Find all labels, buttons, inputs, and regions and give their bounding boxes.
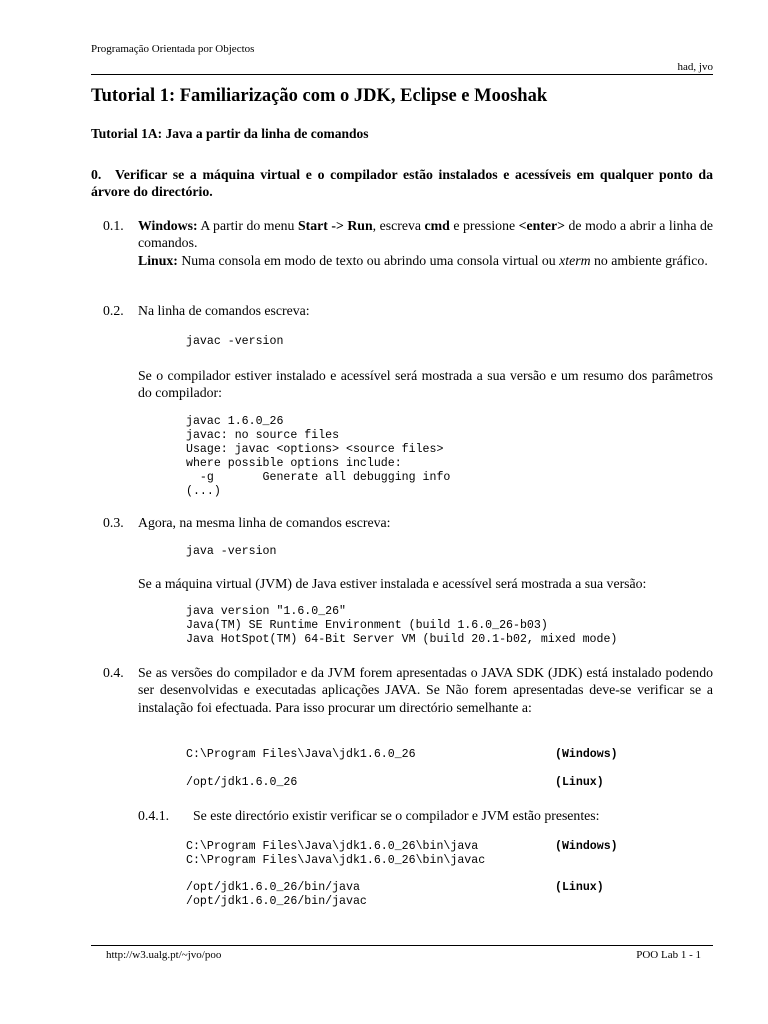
footer-url[interactable]: http://w3.ualg.pt/~jvo/poo [106,949,222,961]
s01-linux-label: Linux: [138,252,178,268]
s041-text: Se este directório existir verificar se o compilador e JVM estão presentes: [193,808,600,823]
s01-text-b: , escreva [372,218,425,233]
s041-linux-paths: /opt/jdk1.6.0_26/bin/java /opt/jdk1.6.0_26/bin/javac [186,881,367,908]
header-course: Programação Orientada por Objectos [91,43,255,55]
s04-tag-linux: (Linux) [555,776,604,789]
s041-number: 0.4.1. [138,808,170,823]
s01-xterm: xterm [559,252,591,268]
footer-page-number: POO Lab 1 - 1 [636,949,701,961]
s03-number: 0.3. [103,515,124,530]
s03-code-command: java -version [186,545,277,558]
s01-linux-b: no ambiente gráfico. [590,252,708,268]
s03-text: Agora, na mesma linha de comandos escreva: [138,515,391,530]
s01-enter: <enter> [518,218,565,233]
section-0-text [91,166,713,201]
header-rule [91,74,713,75]
s04-path-windows: C:\Program Files\Java\jdk1.6.0_26 [186,748,416,761]
s03-text2: Se a máquina virtual (JVM) de Java estiver instalada e acessível será mostrada a sua versão: [138,576,647,591]
footer-rule [91,945,713,946]
s02-code-output: javac 1.6.0_26 javac: no source files Usage: javac <options> <source files> where possible options include: -g Generate all debugging info (...) [186,415,451,498]
s01-number: 0.1. [103,218,124,233]
page-title: Tutorial 1: Familiarização com o JDK, Eclipse e Mooshak [91,86,548,106]
s041-tag-linux: (Linux) [555,881,604,894]
s04-number: 0.4. [103,665,124,680]
section-0-text-content: Verificar se a máquina virtual e o compilador estão instalados e acessíveis em qualquer ponto da árvore do directório. [91,167,713,200]
s02-text: Na linha de comandos escreva: [138,303,310,318]
s01-text-a: A partir do menu [197,218,298,233]
s01-text-c: e pressione [449,218,519,233]
s041-windows-paths: C:\Program Files\Java\jdk1.6.0_26\bin\java C:\Program Files\Java\jdk1.6.0_26\bin\javac [186,840,486,867]
s04-text: Se as versões do compilador e da JVM forem apresentadas o JAVA SDK (JDK) está instalado podendo ser desenvolvidas e executadas aplicações JAVA. Se Não forem apresentadas deve-se verificar se a instalação foi efectuada. Para isso procurar um directório semelhante a: [138,665,713,715]
s04-path-linux: /opt/jdk1.6.0_26 [186,776,298,789]
s02-text2: Se o compilador estiver instalado e acessível será mostrada a sua versão e um resumo dos parâmetros do compilador: [138,368,713,401]
s01-cmd: cmd [424,218,450,233]
s01-text-d: de modo a abrir a linha de comandos. [138,218,714,251]
s01-body [138,217,713,269]
section-0 [91,166,713,201]
s02-number: 0.2. [103,303,124,318]
s01-start-run: Start -> Run [297,218,373,233]
s02-code-command: javac -version [186,335,284,348]
s01-linux-a: Numa consola em modo de texto ou abrindo uma consola virtual ou [177,252,560,268]
s01-windows-label: Windows: [138,218,198,233]
s03-code-output: java version "1.6.0_26" Java(TM) SE Runtime Environment (build 1.6.0_26-b03) Java HotSpot(TM) 64-Bit Server VM (build 20.1-b02, mixed mode) [186,605,618,646]
page-subtitle: Tutorial 1A: Java a partir da linha de comandos [91,126,369,141]
section-0-number: 0. [91,167,102,182]
header-authors: had, jvo [677,61,713,73]
s041-tag-windows: (Windows) [555,840,618,853]
s04-tag-windows: (Windows) [555,748,618,761]
